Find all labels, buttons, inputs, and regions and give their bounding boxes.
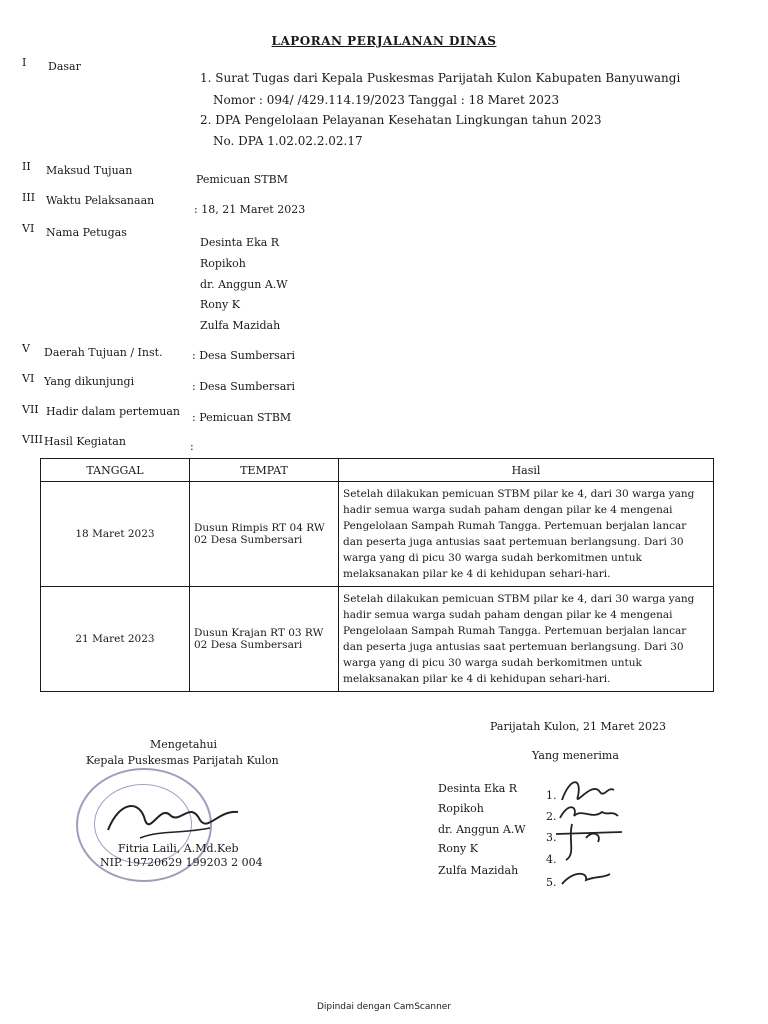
place-date: Parijatah Kulon, 21 Maret 2023 bbox=[490, 720, 667, 733]
receiver-signatures bbox=[552, 772, 632, 892]
waktu-label: Waktu Pelaksanaan bbox=[46, 194, 155, 207]
hadir-value: : Pemicuan STBM bbox=[192, 411, 292, 424]
col-header-tempat: TEMPAT bbox=[190, 459, 339, 482]
mengetahui-label: Mengetahui bbox=[150, 738, 218, 751]
table-header-row bbox=[41, 459, 714, 482]
cell-hasil: Setelah dilakukan pemicuan STBM pilar ke 4, dari 30 warga yang hadir semua warga sudah paham dengan pilar ke 4 mengenai Pengelolaan Sampah Rumah Tangga. Pertemuan berjalan lancar dan peserta juga antusias saat pertemuan berlangsung. Dari 30 warga yang di picu 30 warga sudah berkomitmen untuk melaksanakan pilar ke 4 di kehidupan sehari-hari. bbox=[339, 482, 714, 587]
kepala-nip: NIP. 19720629 199203 2 004 bbox=[100, 856, 263, 869]
maksud-value: Pemicuan STBM bbox=[196, 173, 288, 186]
dasar-line-2: Nomor : 094/ /429.114.19/2023 Tanggal : 18 Maret 2023 bbox=[213, 93, 560, 107]
yang-menerima-label: Yang menerima bbox=[532, 749, 619, 762]
section-number: V bbox=[22, 342, 30, 355]
petugas-name-1: Desinta Eka R bbox=[200, 236, 280, 249]
petugas-name-5: Zulfa Mazidah bbox=[200, 319, 281, 332]
petugas-label: Nama Petugas bbox=[46, 226, 127, 239]
maksud-label: Maksud Tujuan bbox=[46, 164, 133, 177]
dikunjungi-value: : Desa Sumbersari bbox=[192, 380, 296, 393]
table-row bbox=[41, 587, 714, 692]
sign-number: 3. bbox=[546, 831, 557, 844]
col-header-tanggal: TANGGAL bbox=[41, 459, 190, 482]
scanner-footer: Dipindai dengan CamScanner bbox=[316, 1002, 452, 1012]
dikunjungi-label: Yang dikunjungi bbox=[44, 375, 135, 388]
waktu-value: : 18, 21 Maret 2023 bbox=[194, 203, 306, 216]
cell-tempat: Dusun Krajan RT 03 RW 02 Desa Sumbersari bbox=[190, 587, 339, 692]
petugas-name-4: Rony K bbox=[200, 298, 240, 311]
petugas-name-2: Ropikoh bbox=[200, 257, 246, 270]
hasil-label: Hasil Kegiatan bbox=[44, 435, 126, 448]
section-number: III bbox=[22, 191, 36, 204]
table-row bbox=[41, 482, 714, 587]
section-number: II bbox=[22, 160, 31, 173]
receiver-name-1: Desinta Eka R bbox=[438, 782, 518, 795]
left-signature bbox=[100, 790, 250, 850]
section-number: VI bbox=[22, 372, 35, 385]
receiver-name-4: Rony K bbox=[438, 842, 478, 855]
cell-tanggal: 21 Maret 2023 bbox=[41, 587, 190, 692]
daerah-value: : Desa Sumbersari bbox=[192, 349, 296, 362]
dasar-line-3: 2. DPA Pengelolaan Pelayanan Kesehatan Lingkungan tahun 2023 bbox=[200, 113, 602, 127]
hadir-label: Hadir dalam pertemuan bbox=[46, 405, 180, 418]
document-title: LAPORAN PERJALANAN DINAS bbox=[271, 34, 497, 48]
dasar-line-1: 1. Surat Tugas dari Kepala Puskesmas Parijatah Kulon Kabupaten Banyuwangi bbox=[200, 71, 681, 85]
receiver-name-5: Zulfa Mazidah bbox=[438, 864, 519, 877]
receiver-name-3: dr. Anggun A.W bbox=[438, 823, 526, 836]
cell-hasil: Setelah dilakukan pemicuan STBM pilar ke 4, dari 30 warga yang hadir semua warga sudah paham dengan pilar ke 4 mengenai Pengelolaan Sampah Rumah Tangga. Pertemuan berjalan lancar dan peserta juga antusias saat pertemuan berlangsung. Dari 30 warga yang di picu 30 warga sudah berkomitmen untuk melaksanakan pilar ke 4 di kehidupan sehari-hari. bbox=[339, 587, 714, 692]
kepala-name: Fitria Laili, A.Md.Keb bbox=[118, 842, 239, 855]
section-number: VII bbox=[22, 403, 39, 416]
section-number: I bbox=[22, 56, 27, 69]
sign-number: 5. bbox=[546, 876, 557, 889]
sign-number: 1. bbox=[546, 789, 557, 802]
kepala-label: Kepala Puskesmas Parijatah Kulon bbox=[86, 754, 279, 767]
dasar-line-4: No. DPA 1.02.02.2.02.17 bbox=[213, 134, 363, 148]
receiver-name-2: Ropikoh bbox=[438, 802, 484, 815]
sign-number: 4. bbox=[546, 853, 557, 866]
petugas-name-3: dr. Anggun A.W bbox=[200, 278, 288, 291]
section-number: VIII bbox=[22, 433, 43, 446]
section-number: VI bbox=[22, 222, 35, 235]
cell-tempat: Dusun Rimpis RT 04 RW 02 Desa Sumbersari bbox=[190, 482, 339, 587]
dasar-label: Dasar bbox=[48, 60, 81, 73]
cell-tanggal: 18 Maret 2023 bbox=[41, 482, 190, 587]
hasil-colon: : bbox=[190, 440, 194, 453]
col-header-hasil: Hasil bbox=[339, 459, 714, 482]
sign-number: 2. bbox=[546, 810, 557, 823]
daerah-label: Daerah Tujuan / Inst. bbox=[44, 346, 163, 359]
hasil-table bbox=[40, 458, 714, 692]
